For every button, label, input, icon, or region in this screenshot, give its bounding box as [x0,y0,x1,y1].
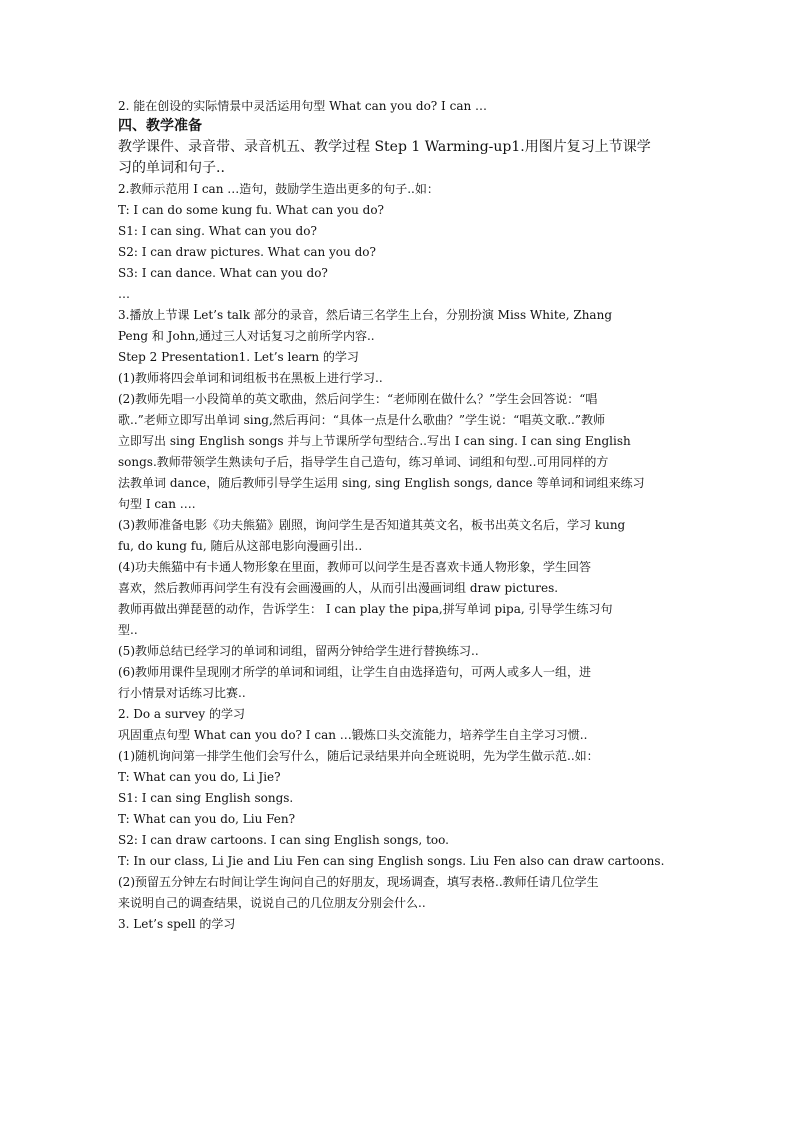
text-line: (1)教师将四会单词和词组板书在黑板上进行学习.. [118,371,383,385]
text-line: 立即写出 sing English songs 并与上节课所学句型结合..写出 I can sing. I can sing English [118,434,631,448]
text-line: (6)教师用课件呈现刚才所学的单词和词组，让学生自由选择造句，可两人或多人一组，进 [118,665,592,679]
text-line: (3)教师准备电影《功夫熊猫》剧照，询问学生是否知道其英文名，板书出英文名后，学习 kung [118,518,626,532]
text-line: 教学课件、录音带、录音机五、教学过程 Step 1 Warming-up1.用图片复习上节课学 [118,139,651,155]
text-line: S2: I can draw cartoons. I can sing English songs, too. [118,833,449,847]
text-line: (2)教师先唱一小段简单的英文歌曲，然后问学生：“老师刚在做什么？”学生会回答说：“唱 [118,392,598,406]
text-line: 3. Let’s spell 的学习 [118,917,236,931]
text-line: (4)功夫熊猫中有卡通人物形象在里面，教师可以问学生是否喜欢卡通人物形象，学生回答 [118,560,592,574]
text-line: Peng 和 John,通过三人对话复习之前所学内容.. [118,329,375,343]
text-line: 喜欢，然后教师再问学生有没有会画漫画的人，从而引出漫画词组 draw pictures. [118,581,559,595]
text-line: S2: I can draw pictures. What can you do? [118,245,376,259]
text-line: 巩固重点句型 What can you do? I can …锻炼口头交流能力，培养学生自主学习习惯.. [118,728,588,742]
text-line: (1)随机询问第一排学生他们会写什么，随后记录结果并向全班说明，先为学生做示范..如： [118,749,599,763]
text-line: S3: I can dance. What can you do? [118,266,328,280]
text-line: 2.教师示范用 I can …造句，鼓励学生造出更多的句子..如： [118,182,439,196]
text-line: 3.播放上节课 Let’s talk 部分的录音，然后请三名学生上台，分别扮演 Miss White, Zhang [118,308,613,322]
text-line: 歌..”老师立即写出单词 sing,然后再问：“具体一点是什么歌曲？”学生说：“唱英文歌..”教师 [118,413,605,427]
text-line: 句型 I can …. [118,497,196,511]
text-line: 习的单词和句子.. [118,160,225,176]
text-line: T: I can do some kung fu. What can you do? [118,203,384,217]
text-line: S1: I can sing English songs. [118,791,294,805]
text-line: 型.. [118,623,138,637]
text-line: S1: I can sing. What can you do? [118,224,317,238]
text-line: T: In our class, Li Jie and Liu Fen can sing English songs. Liu Fen also can draw cartoons. [118,854,665,868]
text-line: Step 2 Presentation1. Let’s learn 的学习 [118,350,359,364]
text-line: 教师再做出弹琵琶的动作，告诉学生： I can play the pipa,拼写单词 pipa, 引导学生练习句 [118,602,613,616]
text-line: T: What can you do, Li Jie? [118,770,281,784]
text-line: 来说明自己的调查结果，说说自己的几位朋友分别会什么.. [118,896,426,910]
text-line: songs.教师带领学生熟读句子后，指导学生自己造句，练习单词、词组和句型..可用同样的方 [118,455,609,469]
section-heading: 四、教学准备 [118,118,202,134]
text-line: 行小情景对话练习比赛.. [118,686,246,700]
text-line: fu, do kung fu, 随后从这部电影向漫画引出.. [118,539,363,553]
document-body [118,96,678,935]
text-line: T: What can you do, Liu Fen? [118,812,296,826]
text-line: 法教单词 dance，随后教师引导学生运用 sing, sing English songs, dance 等单词和词组来练习 [118,476,645,490]
text-line: (2)预留五分钟左右时间让学生询问自己的好朋友，现场调查，填写表格..教师任请几位学生 [118,875,599,889]
text-line: … [118,287,130,301]
text-line: 2. 能在创设的实际情景中灵活运用句型 What can you do? I can … [118,99,488,113]
text-line: (5)教师总结已经学习的单词和词组，留两分钟给学生进行替换练习.. [118,644,479,658]
text-line: 2. Do a survey 的学习 [118,707,245,721]
